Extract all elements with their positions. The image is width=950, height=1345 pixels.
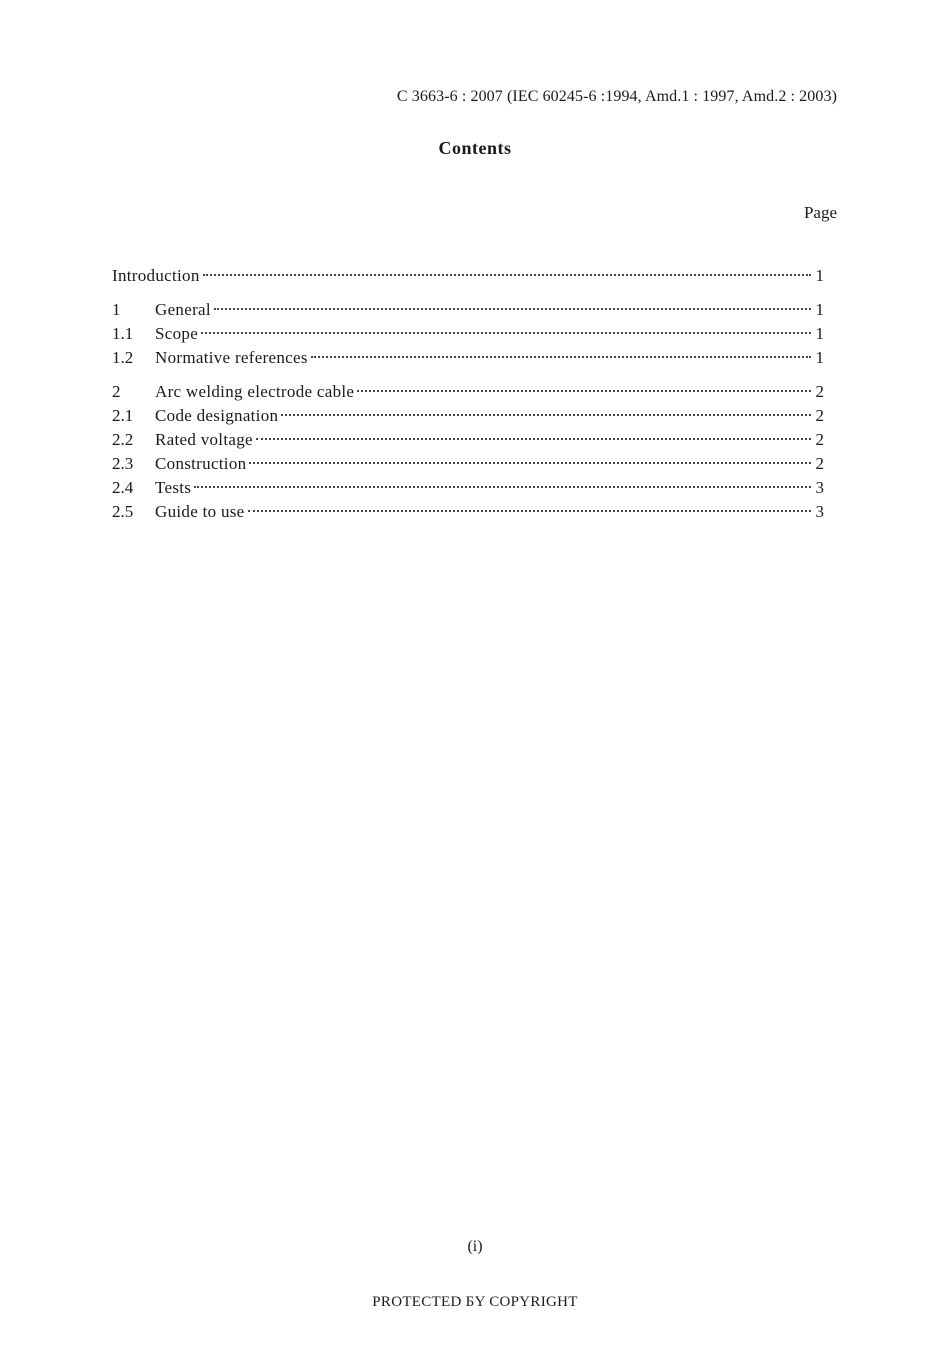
copyright-notice: PROTECTED ƂY COPYRIGHT [372, 1294, 578, 1310]
footer-page-number: (i) [467, 1238, 483, 1255]
toc-entry-page: 2 [815, 382, 824, 401]
contents-title: Contents [438, 138, 512, 158]
page-column-label: Page [803, 203, 837, 222]
toc-entry-1[interactable] [112, 298, 824, 322]
toc-entry-2-2[interactable] [112, 428, 824, 452]
toc-entry-number: 2.3 [112, 454, 134, 473]
toc-entry-page: 2 [815, 454, 824, 473]
dot-leader [249, 462, 811, 464]
toc-entry-number: 2.2 [112, 430, 134, 449]
toc-group-section-1 [112, 298, 824, 370]
toc-entry-number: 1.1 [112, 324, 134, 343]
table-of-contents [112, 264, 824, 534]
toc-entry-2-4[interactable] [112, 476, 824, 500]
toc-group-introduction [112, 264, 824, 288]
toc-entry-label: Introduction [112, 266, 200, 285]
standard-reference-header: C 3663-6 : 2007 (IEC 60245-6 :1994, Amd.1 : 1997, Amd.2 : 2003) [396, 88, 837, 105]
toc-entry-1-2[interactable] [112, 346, 824, 370]
dot-leader [281, 414, 811, 416]
toc-group-section-2 [112, 380, 824, 524]
toc-entry-page: 1 [815, 348, 824, 367]
toc-entry-page: 3 [815, 502, 824, 521]
toc-entry-2[interactable] [112, 380, 824, 404]
toc-entry-number: 2 [112, 382, 121, 401]
dot-leader [248, 510, 811, 512]
toc-entry-label: Arc welding electrode cable [155, 382, 355, 401]
toc-entry-page: 3 [815, 478, 824, 497]
toc-entry-2-1[interactable] [112, 404, 824, 428]
dot-leader [203, 274, 811, 276]
toc-entry-label: Code designation [155, 406, 279, 425]
dot-leader [256, 438, 811, 440]
toc-entry-2-5[interactable] [112, 500, 824, 524]
toc-entry-page: 2 [815, 406, 824, 425]
toc-entry-2-3[interactable] [112, 452, 824, 476]
toc-entry-number: 2.5 [112, 502, 134, 521]
toc-entry-number: 1.2 [112, 348, 134, 367]
toc-entry-label: General [155, 300, 211, 319]
toc-entry-label: Tests [155, 478, 192, 497]
toc-entry-label: Guide to use [155, 502, 245, 521]
toc-entry-label: Normative references [155, 348, 308, 367]
dot-leader [214, 308, 811, 310]
dot-leader [357, 390, 811, 392]
toc-entry-1-1[interactable] [112, 322, 824, 346]
dot-leader [194, 486, 811, 488]
toc-entry-page: 2 [815, 430, 824, 449]
toc-entry-introduction[interactable] [112, 264, 824, 288]
toc-entry-page: 1 [815, 266, 824, 285]
toc-entry-number: 2.1 [112, 406, 134, 425]
toc-entry-label: Construction [155, 454, 247, 473]
toc-entry-number: 2.4 [112, 478, 134, 497]
toc-entry-label: Scope [155, 324, 199, 343]
toc-entry-page: 1 [815, 324, 824, 343]
dot-leader [311, 356, 811, 358]
toc-entry-number: 1 [112, 300, 121, 319]
dot-leader [201, 332, 811, 334]
toc-entry-label: Rated voltage [155, 430, 253, 449]
toc-entry-page: 1 [815, 300, 824, 319]
